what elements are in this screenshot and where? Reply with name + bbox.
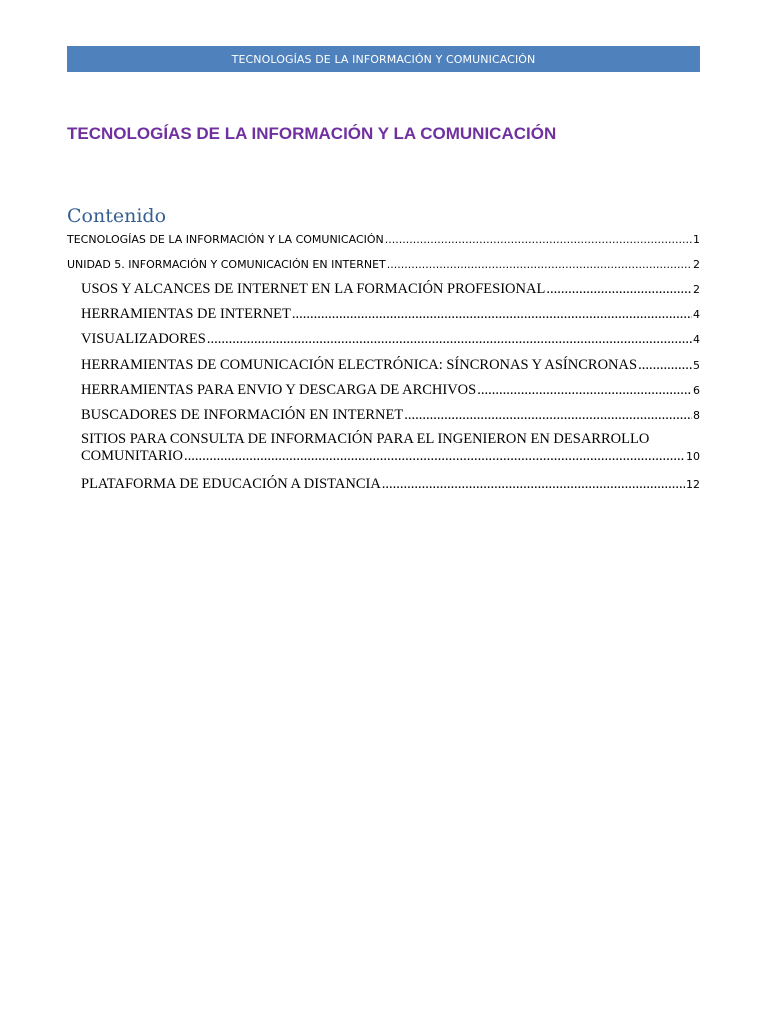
- toc-entry-label: USOS Y ALCANCES DE INTERNET EN LA FORMACIÓN PROFESIONAL: [81, 281, 546, 297]
- toc-leader: [207, 331, 692, 348]
- toc-entry-label: BUSCADORES DE INFORMACIÓN EN INTERNET: [81, 407, 404, 423]
- toc-leader: [546, 281, 692, 298]
- toc-leader: [292, 306, 692, 323]
- toc-leader: [184, 448, 685, 465]
- toc-entry[interactable]: [67, 281, 700, 298]
- toc-entry-label: PLATAFORMA DE EDUCACIÓN A DISTANCIA: [81, 476, 381, 492]
- toc-entry-page: 8: [693, 409, 700, 422]
- document-title: TECNOLOGÍAS DE LA INFORMACIÓN Y LA COMUNICACIÓN: [67, 124, 557, 143]
- toc-entry-label: TECNOLOGÍAS DE LA INFORMACIÓN Y LA COMUNICACIÓN: [67, 233, 384, 246]
- toc-entry[interactable]: [67, 306, 700, 323]
- toc-entry-page: 2: [693, 258, 700, 271]
- toc-entry-label-line1: SITIOS PARA CONSULTA DE INFORMACIÓN PARA EL INGENIERON EN DESARROLLO: [81, 431, 650, 447]
- toc-entry-page: 1: [693, 233, 700, 246]
- toc-leader: [404, 407, 692, 424]
- toc-entry-page: 6: [693, 384, 700, 397]
- toc-entry-label: HERRAMIENTAS DE COMUNICACIÓN ELECTRÓNICA: SÍNCRONAS Y ASÍNCRONAS: [81, 357, 638, 373]
- toc-entry-page: 10: [686, 450, 700, 463]
- page-header: [67, 46, 700, 72]
- toc-entry-label: HERRAMIENTAS PARA ENVIO Y DESCARGA DE ARCHIVOS: [81, 382, 477, 398]
- toc-entry[interactable]: [67, 258, 700, 271]
- toc-entry-label-line2: COMUNITARIO: [81, 448, 183, 464]
- toc-leader: [382, 476, 685, 493]
- toc-entry-page: 12: [686, 478, 700, 491]
- toc-entry-page: 2: [693, 283, 700, 296]
- toc-entry[interactable]: [67, 233, 700, 246]
- toc-leader: [638, 357, 692, 374]
- toc-entry[interactable]: [67, 357, 700, 374]
- toc-entry-label: HERRAMIENTAS DE INTERNET: [81, 306, 291, 322]
- toc-entry-page: 4: [693, 333, 700, 346]
- toc-leader: [385, 233, 692, 246]
- toc-leader: [387, 258, 692, 271]
- toc-entry[interactable]: [67, 331, 700, 348]
- toc-entry-label: VISUALIZADORES: [81, 331, 206, 347]
- toc-entry-label: UNIDAD 5. INFORMACIÓN Y COMUNICACIÓN EN INTERNET: [67, 258, 386, 271]
- toc-entry[interactable]: [67, 407, 700, 424]
- toc-heading: Contenido: [67, 205, 167, 227]
- toc-entry[interactable]: [67, 382, 700, 399]
- toc-entry-page: 5: [693, 359, 700, 372]
- toc-entry[interactable]: [67, 431, 700, 465]
- toc-entry-page: 4: [693, 308, 700, 321]
- toc-entry[interactable]: [67, 476, 700, 493]
- toc-leader: [477, 382, 692, 399]
- header-title: TECNOLOGÍAS DE LA INFORMACIÓN Y COMUNICACIÓN: [231, 52, 536, 66]
